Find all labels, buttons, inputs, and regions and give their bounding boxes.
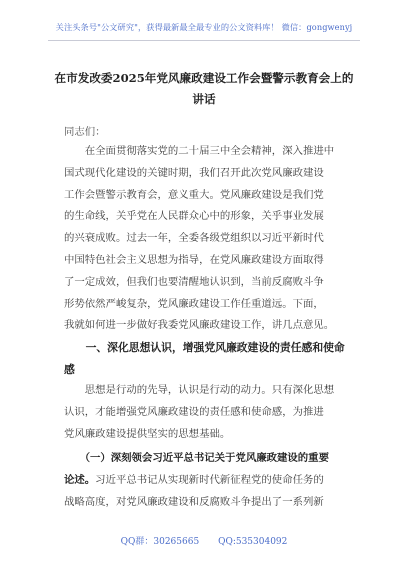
header-divider [48, 40, 360, 41]
text-line: 中国特色社会主义思想为指导，在党风廉政建设方面取得 [64, 253, 324, 266]
document-title-line-1: 在市发改委2025年党风廉政建设工作会暨警示教育会上的 [54, 71, 354, 85]
text-line: 我就如何进一步做好我委党风廉政建设工作，讲几点意见。 [64, 319, 335, 332]
text-line [64, 470, 358, 492]
text-line: 党风廉政建设提供坚实的思想基础。 [64, 427, 231, 440]
section-heading-1 [64, 337, 358, 381]
heading-line: 一、深化思想认识，增强党风廉政建设的责任感和使命 [64, 341, 345, 354]
text-line: 工作会暨警示教育会，意义重大。党风廉政建设是我们党 [64, 188, 324, 201]
text-line: 在全面贯彻落实党的二十届三中全会精神，深入推进中 [64, 145, 335, 157]
paragraph-intro [64, 141, 358, 337]
footer-qq-group: QQ群：30265665 [120, 537, 200, 547]
text-line: 思想是行动的先导，认识是行动的动力。只有深化思想 [64, 384, 335, 396]
heading-line: 感 [64, 362, 75, 376]
text-line: 的兴衰成败。过去一年，全委各级党组织以习近平新时代 [64, 232, 324, 245]
text-line: 认识，才能增强党风廉政建设的责任感和使命感，为推进 [64, 405, 324, 418]
page-footer [0, 534, 408, 547]
text-line: 形势依然严峻复杂，党风廉政建设工作任重道远。下面， [64, 297, 324, 310]
page-header-banner: 关注头条号"公文研究"，获得最新最全最专业的公文资料库！ 微信：gongwenyj [55, 22, 353, 32]
subheading-tail: 论述。 [64, 473, 96, 486]
text-line: 国式现代化建设的关键时期，我们召开此次党风廉政建设 [64, 166, 324, 179]
subheading-line: （一）深刻领会习近平总书记关于党风廉政建设的重要 [64, 452, 329, 464]
footer-qq-contact: QQ:535304092 [218, 537, 288, 547]
paragraph-subsection-1 [64, 448, 358, 513]
text-run: 习近平总书记从实现新时代新征程党的使命任务的 [95, 473, 324, 486]
text-line: 的生命线，关乎党在人民群众心中的形象，关乎事业发展 [64, 210, 324, 223]
text-line: 战略高度，对党风廉政建设和反腐败斗争提出了一系列新 [64, 495, 324, 508]
salutation: 同志们： [64, 126, 106, 138]
text-line: 了一定成效，但我们也要清醒地认识到，当前反腐败斗争 [64, 275, 324, 288]
paragraph-section-1 [64, 380, 358, 445]
document-title-line-2: 讲话 [192, 92, 216, 106]
